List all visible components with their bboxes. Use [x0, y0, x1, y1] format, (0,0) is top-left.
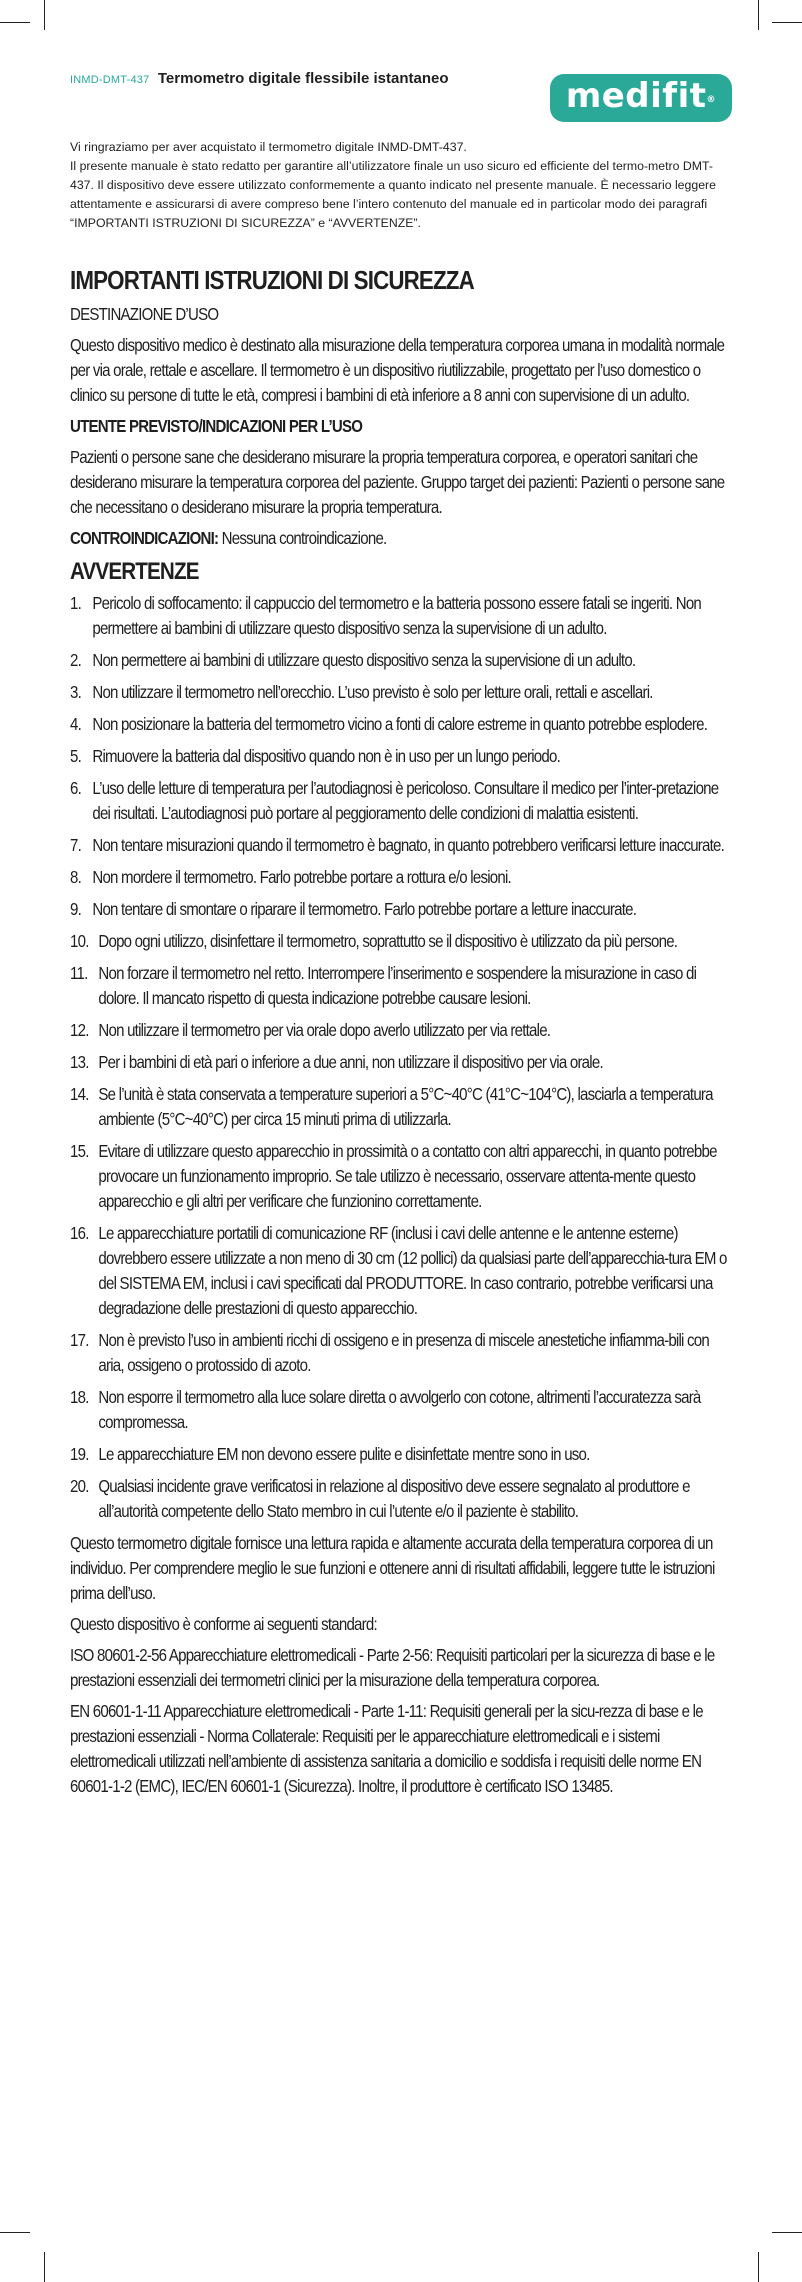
- warning-text: Qualsiasi incidente grave verificatosi in relazione al dispositivo deve essere segnalato al produttore e all’autorità competente dello Stato membro in cui l’utente e/o il paziente è stabilito.: [98, 1476, 690, 1521]
- users-heading: UTENTE PREVISTO/INDICAZIONI PER L’USO: [70, 416, 363, 436]
- intended-use-text: Questo dispositivo medico è destinato alla misurazione della temperatura corporea umana in modalità normale per via orale, rettale e ascellare. Il termometro è un dispositivo riutilizzabile, progettato per l’uso domestico o clinico su persone di tutte le età, compresi i bambini di età inferiore a 8 anni con supervisione di un adulto.: [70, 335, 725, 405]
- warning-text: Non posizionare la batteria del termometro vicino a fonti di calore estreme in quanto potrebbe esplodere.: [92, 714, 708, 734]
- warning-number: 8.: [70, 867, 82, 887]
- warning-number: 11.: [70, 963, 88, 983]
- warning-text: Non tentare di smontare o riparare il termometro. Farlo potrebbe portare a letture inaccurate.: [92, 899, 637, 919]
- crop-mark: [44, 0, 45, 30]
- warning-number: 14.: [70, 1084, 89, 1104]
- contraindications-text: Nessuna controindicazione.: [218, 528, 387, 548]
- warning-item: [70, 648, 737, 673]
- warning-item: [70, 744, 737, 769]
- crop-mark: [0, 2232, 30, 2233]
- warning-number: 6.: [70, 778, 82, 798]
- warning-text: Evitare di utilizzare questo apparecchio in prossimità o a contatto con altri apparecchi, in quanto potrebbe provocare un funzionamento improprio. Se tale utilizzo è necessario, osservare attenta-mente questo apparecchio e gli altri per verificare che funzionino correttamente.: [98, 1141, 717, 1211]
- warning-text: Non permettere ai bambini di utilizzare questo dispositivo senza la supervisione di un adulto.: [92, 650, 636, 670]
- warning-item: [70, 929, 737, 954]
- warning-text: Non è previsto l’uso in ambienti ricchi di ossigeno e in presenza di miscele anestetiche infiamma-bili con aria, ossigeno o protossido di azoto.: [98, 1330, 709, 1375]
- warning-item: [70, 1328, 737, 1378]
- doc-title: Termometro digitale flessibile istantaneo: [157, 70, 449, 87]
- warning-item: [70, 833, 737, 858]
- closing-paragraph-1: Questo termometro digitale fornisce una lettura rapida e altamente accurata della temperatura corporea di un individuo. Per comprendere meglio le sue funzioni e ottenere anni di risultati affidabili, leggere tutte le istruzioni prima dell’uso.: [70, 1533, 715, 1603]
- warning-item: [70, 591, 737, 641]
- crop-mark: [44, 2252, 45, 2282]
- warning-text: Non mordere il termometro. Farlo potrebbe portare a rottura e/o lesioni.: [92, 867, 511, 887]
- warning-item: [70, 712, 737, 737]
- warning-number: 18.: [70, 1387, 89, 1407]
- crop-mark: [758, 0, 759, 30]
- warning-text: L’uso delle letture di temperatura per l’autodiagnosi è pericoloso. Consultare il medico per l’inter-pretazione dei risultati. L’autodiagnosi può portare al peggioramento delle condizioni di malattia esistenti.: [92, 778, 719, 823]
- main-content: [70, 264, 738, 1805]
- warning-text: Non esporre il termometro alla luce solare diretta o avvolgerlo con cotone, altrimenti l’accuratezza sarà compromessa.: [98, 1387, 701, 1432]
- intro-line-2: Il presente manuale è stato redatto per garantire all’utilizzatore finale un uso sicuro ed efficiente del termo-metro DMT-437. Il dispositivo deve essere utilizzato conformemente a quanto indicato nel presente manuale. È necessario leggere attentamente e assicurarsi di avere compreso bene l’intero contenuto del manuale ed in particolar modo dei paragrafi “IMPORTANTI ISTRUZIONI DI SICUREZZA” e “AVVERTENZE”.: [70, 159, 716, 230]
- warnings-heading: AVVERTENZE: [70, 558, 199, 585]
- warning-number: 19.: [70, 1444, 89, 1464]
- users-text: Pazienti o persone sane che desiderano misurare la propria temperatura corporea, e operatori sanitari che desiderano misurare la temperatura corporea del paziente. Gruppo target dei pazienti: Pazienti o persone sane che necessitano o desiderano misurare la propria temperatura.: [70, 447, 725, 517]
- medifit-logo: [550, 74, 732, 122]
- warning-item: [70, 776, 737, 826]
- warning-text: Non forzare il termometro nel retto. Interrompere l’inserimento e sospendere la misurazione in caso di dolore. Il mancato rispetto di questa indicazione potrebbe causare lesioni.: [98, 963, 697, 1008]
- warning-item: [70, 1221, 737, 1321]
- registered-mark: ®: [706, 95, 716, 105]
- warning-item: [70, 1139, 737, 1214]
- crop-mark: [758, 2252, 759, 2282]
- warning-number: 9.: [70, 899, 82, 919]
- warning-text: Le apparecchiature EM non devono essere pulite e disinfettate mentre sono in uso.: [98, 1444, 590, 1464]
- warning-number: 1.: [70, 593, 82, 613]
- warning-text: Non utilizzare il termometro nell’orecchio. L’uso previsto è solo per letture orali, rettali e ascellari.: [92, 682, 653, 702]
- warning-number: 4.: [70, 714, 82, 734]
- warning-item: [70, 1442, 737, 1467]
- warning-number: 20.: [70, 1476, 89, 1496]
- logo-text: medifit: [565, 76, 707, 116]
- standard-iso-80601: ISO 80601-2-56 Apparecchiature elettromedicali - Parte 2-56: Requisiti particolari per la sicurezza di base e le prestazioni essenziali dei termometri clinici per la misurazione della temperatura corporea.: [70, 1645, 715, 1690]
- closing-paragraph-2: Questo dispositivo è conforme ai seguenti standard:: [70, 1614, 377, 1634]
- warning-text: Rimuovere la batteria dal dispositivo quando non è in uso per un lungo periodo.: [92, 746, 560, 766]
- warning-text: Non utilizzare il termometro per via orale dopo averlo utilizzato per via rettale.: [98, 1020, 551, 1040]
- warning-item: [70, 680, 737, 705]
- warning-item: [70, 1018, 737, 1043]
- warning-text: Le apparecchiature portatili di comunicazione RF (inclusi i cavi delle antenne e le antenne esterne) dovrebbero essere utilizzate a non meno di 30 cm (12 pollici) da qualsiasi parte dell’apparecchia-tura EM o del SISTEMA EM, inclusi i cavi specificati dal PRODUTTORE. In caso contrario, potrebbe verificarsi una degradazione delle prestazioni di questo apparecchio.: [98, 1223, 727, 1318]
- warning-number: 10.: [70, 931, 89, 951]
- crop-mark: [772, 22, 802, 23]
- crop-mark: [0, 22, 30, 23]
- warning-item: [70, 1050, 737, 1075]
- warning-item: [70, 1474, 737, 1524]
- warning-text: Se l’unità è stata conservata a temperature superiori a 5°C~40°C (41°C~104°C), lasciarla a temperatura ambiente (5°C~40°C) per circa 15 minuti prima di utilizzarla.: [98, 1084, 713, 1129]
- warnings-list: [70, 591, 737, 1524]
- warning-text: Pericolo di soffocamento: il cappuccio del termometro e la batteria possono essere fatali se ingeriti. Non permettere ai bambini di utilizzare questo dispositivo senza la supervisione di un adulto.: [92, 593, 702, 638]
- warning-number: 12.: [70, 1020, 89, 1040]
- standard-en-60601: EN 60601-1-11 Apparecchiature elettromedicali - Parte 1-11: Requisiti generali per la sicu-rezza di base e le prestazioni essenziali - Norma Collaterale: Requisiti per le apparecchiature elettromedicali e i sistemi elettromedicali utilizzati nell’ambiente di assistenza sanitaria a domicilio e soddisfa i requisiti delle norme EN 60601-1-2 (EMC), IEC/EN 60601-1 (Sicurezza). Inoltre, il produttore è certificato ISO 13485.: [70, 1701, 703, 1796]
- warning-text: Non tentare misurazioni quando il termometro è bagnato, in quanto potrebbero verificarsi letture inaccurate.: [92, 835, 725, 855]
- warning-text: Dopo ogni utilizzo, disinfettare il termometro, soprattutto se il dispositivo è utilizzato da più persone.: [98, 931, 678, 951]
- warning-number: 15.: [70, 1141, 89, 1161]
- warning-item: [70, 1082, 737, 1132]
- warning-item: [70, 961, 737, 1011]
- warning-number: 7.: [70, 835, 82, 855]
- intended-use-heading: DESTINAZIONE D’USO: [70, 304, 219, 324]
- warning-number: 2.: [70, 650, 82, 670]
- safety-heading: IMPORTANTI ISTRUZIONI DI SICUREZZA: [70, 265, 474, 295]
- warning-number: 3.: [70, 682, 82, 702]
- crop-mark: [772, 2232, 802, 2233]
- warning-item: [70, 897, 737, 922]
- document-header: [70, 66, 732, 126]
- intro-line-1: Vi ringraziamo per aver acquistato il termometro digitale INMD-DMT-437.: [70, 140, 467, 154]
- warning-number: 13.: [70, 1052, 89, 1072]
- contraindications-label: CONTROINDICAZIONI:: [70, 528, 219, 548]
- warning-number: 17.: [70, 1330, 89, 1350]
- intro-section: [70, 138, 732, 233]
- warning-text: Per i bambini di età pari o inferiore a due anni, non utilizzare il dispositivo per via orale.: [98, 1052, 603, 1072]
- contraindications: [70, 526, 737, 551]
- warning-item: [70, 865, 737, 890]
- warning-number: 16.: [70, 1223, 89, 1243]
- warning-number: 5.: [70, 746, 82, 766]
- doc-code: INMD-DMT-437: [70, 74, 150, 86]
- warning-item: [70, 1385, 737, 1435]
